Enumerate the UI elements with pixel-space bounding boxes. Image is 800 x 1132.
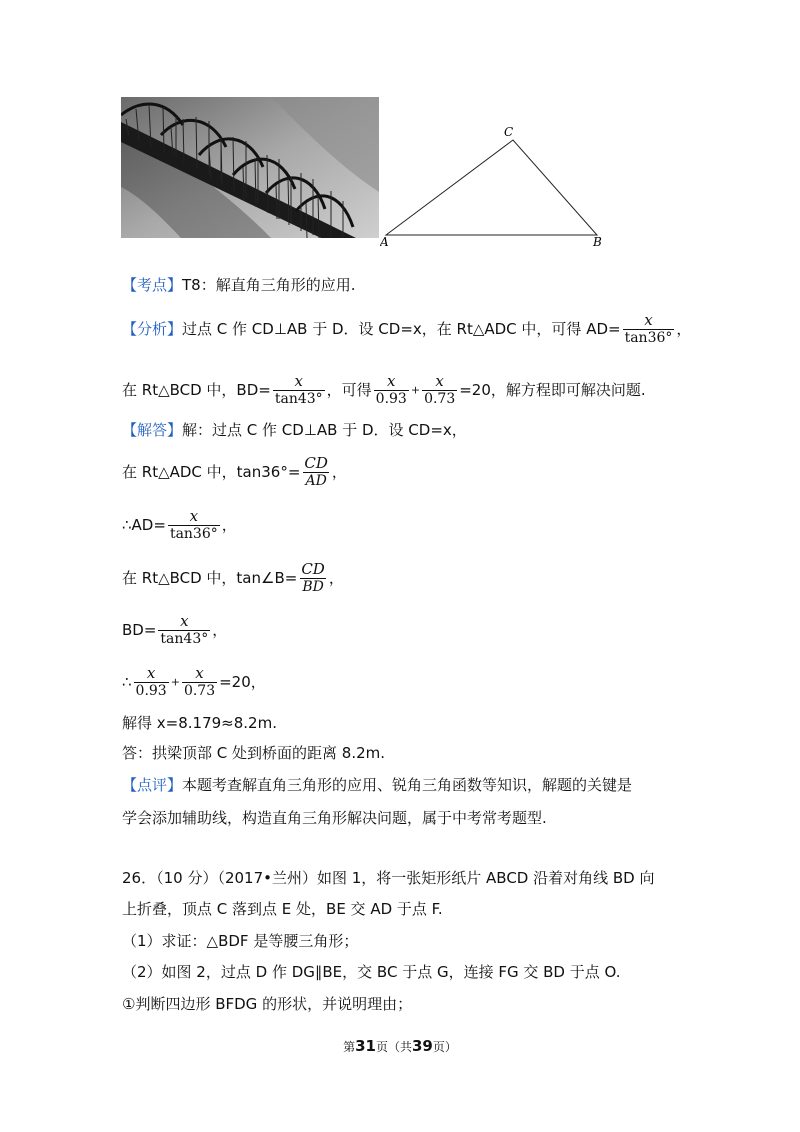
fenxi-text-1: 过点 C 作 CD⊥AB 于 D．设 CD=x，在 Rt△ADC 中，可得 AD= <box>182 320 621 338</box>
kaodian-text: T8：解直角三角形的应用. <box>182 276 356 294</box>
jieda-line-6 <box>122 665 266 700</box>
fraction-denominator: tan36° <box>169 526 218 542</box>
fraction-numerator: x <box>180 612 189 630</box>
fraction-x-over-073 <box>182 665 217 700</box>
fraction-numerator: x <box>294 372 303 390</box>
jieda-line4-text: 在 Rt△BCD 中，tan∠B= <box>122 569 298 587</box>
fraction-numerator: CD <box>304 454 328 472</box>
fraction-numerator: CD <box>301 560 325 578</box>
fenxi-tag: 【分析】 <box>122 320 183 338</box>
fraction-denominator: tan36° <box>624 330 673 346</box>
vertex-label-a: A <box>380 235 389 249</box>
fraction-numerator: x <box>644 311 653 329</box>
jieda-line-3 <box>122 508 237 543</box>
jieda-line-7: 解得 x=8.179≈8.2m. <box>122 714 277 732</box>
q26-line-5: ①判断四边形 BFDG 的形状，并说明理由； <box>122 995 413 1013</box>
fraction-x-over-073 <box>422 373 457 408</box>
fraction-x-over-tan36 <box>623 312 675 347</box>
jieda-line3-text: ∴AD= <box>122 516 166 534</box>
q26-line-1: 26．（10 分）（2017•兰州）如图 1，将一张矩形纸片 ABCD 沿着对角线 BD 向 <box>122 869 655 887</box>
fenxi-line2-text-1: 在 Rt△BCD 中，BD= <box>122 381 271 399</box>
vertex-label-c: C <box>504 125 514 139</box>
jieda-line-8: 答：拱梁顶部 C 处到桥面的距离 8.2m. <box>122 744 386 762</box>
fraction-x-over-tan36 <box>168 508 220 543</box>
fraction-numerator: x <box>189 507 199 525</box>
jieda-line-5 <box>122 613 227 648</box>
jieda-line-1 <box>122 420 467 440</box>
jieda-line5-text: BD= <box>122 621 157 639</box>
fraction-x-over-tan43 <box>158 613 210 648</box>
q26-line-2: 上折叠，顶点 C 落到点 E 处，BE 交 AD 于点 F. <box>122 900 443 918</box>
fraction-cd-over-ad <box>302 455 330 490</box>
jieda-line5-end: ， <box>212 621 228 639</box>
fraction-numerator: x <box>195 664 204 682</box>
fraction-x-over-tan43 <box>273 373 325 408</box>
fraction-denominator: tan43° <box>160 631 209 647</box>
fraction-numerator: x <box>146 664 156 682</box>
jieda-line-2 <box>122 455 347 490</box>
fraction-denominator: tan43° <box>274 391 323 407</box>
dianping-line-2: 学会添加辅助线，构造直角三角形解决问题，属于中考常考题型. <box>122 809 547 827</box>
fraction-numerator: x <box>387 372 396 390</box>
fraction-x-over-093 <box>374 373 409 408</box>
fraction-denominator: BD <box>302 579 324 595</box>
dianping-line-1 <box>122 775 632 795</box>
fenxi-end-1: ， <box>676 320 692 338</box>
footer-total-pages: 39 <box>412 1037 433 1055</box>
fraction-denominator: 0.93 <box>135 683 167 699</box>
page-footer <box>0 1037 800 1055</box>
fraction-numerator: x <box>435 372 444 390</box>
triangle-figure <box>380 122 610 252</box>
fenxi-line2-text-2: ，可得 <box>326 381 372 399</box>
fraction-cd-over-bd <box>299 561 327 596</box>
vertex-label-b: B <box>593 235 602 249</box>
jieda-line-4 <box>122 561 344 596</box>
footer-page-number: 31 <box>355 1037 376 1055</box>
fenxi-line-2 <box>122 373 646 408</box>
jieda-text: 解：过点 C 作 CD⊥AB 于 D．设 CD=x， <box>182 421 467 439</box>
triangle-abc <box>386 140 597 235</box>
footer-post: 页） <box>432 1040 457 1054</box>
q26-line-4: （2）如图 2，过点 D 作 DG∥BE，交 BC 于点 G，连接 FG 交 BD 于点 O. <box>122 963 621 981</box>
fraction-denominator: 0.73 <box>183 683 216 699</box>
footer-pre: 第 <box>343 1040 356 1054</box>
jieda-line3-end: ， <box>221 516 237 534</box>
plus-sign: + <box>170 675 180 689</box>
jieda-line6-end: =20， <box>219 673 266 691</box>
dianping-text-1: 本题考查解直角三角形的应用、锐角三角函数等知识，解题的关键是 <box>182 776 633 794</box>
plus-sign: + <box>410 383 421 397</box>
footer-mid: 页（共 <box>375 1040 412 1054</box>
jieda-line2-end: ， <box>331 463 347 481</box>
fenxi-line-1 <box>122 312 691 347</box>
fraction-x-over-093 <box>134 665 169 700</box>
kaodian-line <box>122 275 356 295</box>
jieda-line4-end: ， <box>328 569 344 587</box>
kaodian-tag: 【考点】 <box>122 276 183 294</box>
fraction-denominator: 0.73 <box>424 391 456 407</box>
jieda-line2-text: 在 Rt△ADC 中，tan36°= <box>122 463 301 481</box>
dianping-tag: 【点评】 <box>122 776 183 794</box>
fenxi-line2-text-3: =20，解方程即可解决问题. <box>459 381 646 399</box>
q26-line-3: （1）求证：△BDF 是等腰三角形； <box>122 932 359 950</box>
jieda-tag: 【解答】 <box>122 421 183 439</box>
jieda-line6-text: ∴ <box>122 673 132 691</box>
bridge-photo <box>121 97 379 238</box>
fraction-denominator: 0.93 <box>375 391 407 407</box>
fraction-denominator: AD <box>305 473 327 489</box>
